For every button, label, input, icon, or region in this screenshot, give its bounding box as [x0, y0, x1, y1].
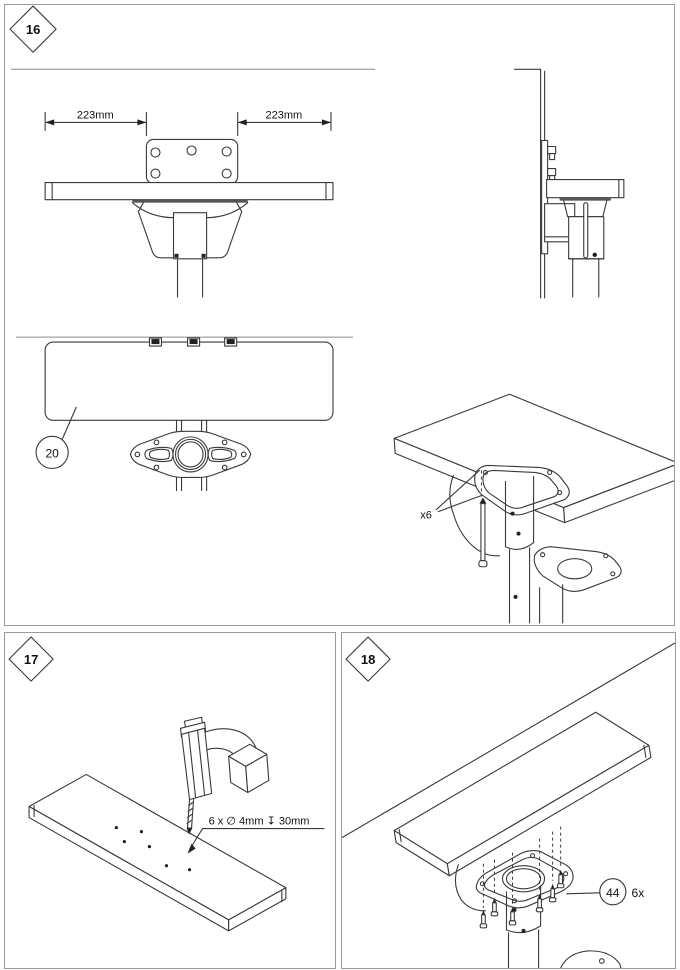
lower-bracket-partial — [561, 951, 621, 968]
wall-edge — [515, 69, 541, 298]
step-17-drawing — [5, 633, 335, 968]
screw-iso — [479, 498, 487, 567]
wall-bolts — [548, 146, 556, 181]
bracket-front — [132, 200, 247, 297]
part-callout-44 — [567, 879, 645, 905]
front-view — [45, 109, 333, 297]
step-18-marker — [346, 637, 390, 681]
callout-number: 20 — [45, 446, 59, 461]
shelf-side — [547, 180, 624, 198]
shelf-iso — [394, 712, 651, 875]
step-16-marker — [10, 6, 56, 52]
screw — [480, 910, 486, 928]
shelf-iso — [29, 774, 286, 930]
mounting-plate-front — [146, 139, 237, 183]
bracket-plate-bottom — [130, 431, 250, 477]
step-number: 16 — [25, 22, 41, 38]
side-view — [515, 69, 624, 298]
dim-left-label: 223mm — [76, 109, 114, 122]
drill-bit — [187, 799, 194, 834]
iso-view — [394, 394, 674, 623]
screw-count-label: 6x — [631, 885, 645, 900]
step-number: 18 — [360, 652, 376, 668]
step-16-drawing — [5, 5, 674, 625]
pole-iso-2 — [540, 585, 563, 623]
screw-count-label: x6 — [420, 509, 432, 522]
shelf-front — [45, 183, 333, 200]
callout-number: 44 — [606, 885, 620, 900]
step-17-panel — [4, 632, 336, 969]
dim-right-label: 223mm — [265, 109, 303, 122]
dimension-right — [238, 109, 331, 135]
screw-side — [584, 203, 588, 258]
step-16-panel — [4, 4, 675, 626]
drill-spec-label: 6 x ∅ 4mm ↧ 30mm — [208, 815, 310, 828]
step-17-marker — [9, 637, 53, 681]
dimension-left — [45, 109, 146, 135]
step-number: 17 — [23, 652, 39, 668]
shelf-bottom — [45, 342, 333, 420]
bottom-view — [16, 337, 353, 490]
step-18-drawing — [342, 633, 675, 968]
step-18-panel — [341, 632, 676, 969]
bracket-iso-2 — [534, 547, 621, 592]
